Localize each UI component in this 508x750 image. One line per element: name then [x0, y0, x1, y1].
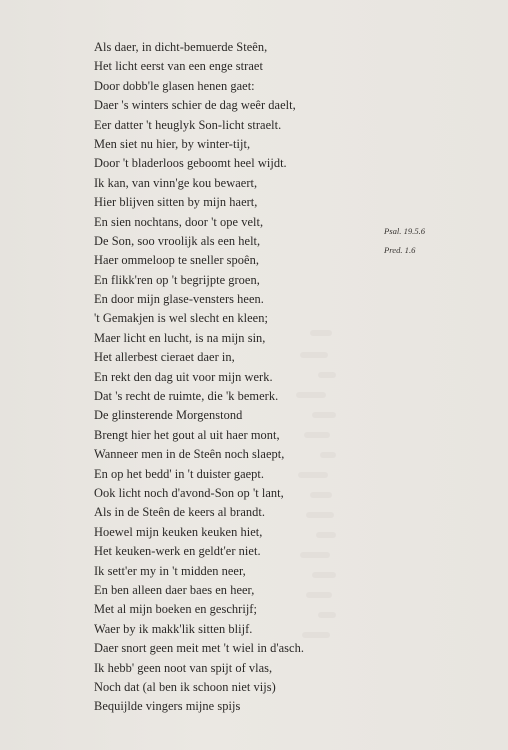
show-through-mark	[320, 452, 336, 458]
poem-line: Hier blijven sitten by mijn haert,	[94, 195, 258, 210]
show-through-mark	[300, 352, 328, 358]
poem-line: En op het bedd' in 't duister gaept.	[94, 466, 265, 481]
show-through-mark	[316, 532, 336, 538]
show-through-mark	[302, 632, 330, 638]
show-through-mark	[306, 592, 332, 598]
poem-line: Men siet nu hier, by winter-tijt,	[94, 136, 251, 151]
poem-line: Het licht eerst van een enge straet	[94, 59, 263, 74]
poem-line: Ik hebb' geen noot van spijt of vlas,	[94, 660, 273, 675]
poem-line: Met al mijn boeken en geschrijf;	[94, 602, 257, 617]
show-through-mark	[306, 512, 334, 518]
show-through-mark	[312, 412, 336, 418]
show-through-mark	[304, 432, 330, 438]
poem-line: En door mijn glase-vensters heen.	[94, 292, 264, 307]
show-through-mark	[318, 612, 336, 618]
poem-line: Dat 's recht de ruimte, die 'k bemerk.	[94, 389, 279, 404]
poem-line: Door 't bladerloos geboomt heel wijdt.	[94, 156, 287, 171]
poem-line: Hoewel mijn keuken keuken hiet,	[94, 524, 263, 539]
poem-line: Noch dat (al ben ik schoon niet vijs)	[94, 679, 276, 694]
poem-line: En sien nochtans, door 't ope velt,	[94, 214, 264, 229]
poem-line: En rekt den dag uit voor mijn werk.	[94, 369, 273, 384]
show-through-mark	[318, 372, 336, 378]
poem-line: Eer datter 't heuglyk Son-licht straelt.	[94, 117, 282, 132]
poem-line: Ik kan, van vinn'ge kou bewaert,	[94, 175, 258, 190]
poem-line: Haer ommeloop te sneller spoên,	[94, 253, 259, 268]
show-through-mark	[310, 492, 332, 498]
poem-line: De Son, soo vroolijk als een helt,	[94, 233, 261, 248]
margin-note-preacher: Pred. 1.6	[384, 245, 416, 255]
poem-line: Daer 's winters schier de dag weêr daelt,	[94, 98, 296, 113]
poem-line: Bequijlde vingers mijne spijs	[94, 699, 241, 714]
show-through-mark	[312, 572, 336, 578]
poem-line: De glinsterende Morgenstond	[94, 408, 243, 423]
poem-line: Brengt hier het gout al uit haer mont,	[94, 427, 280, 442]
show-through-mark	[310, 330, 332, 336]
poem-line: 't Gemakjen is wel slecht en kleen;	[94, 311, 268, 326]
poem-line: Waer by ik makk'lik sitten blijf.	[94, 621, 253, 636]
poem-line: Daer snort geen meit met 't wiel in d'asch.	[94, 641, 304, 656]
margin-note-psalm: Psal. 19.5.6	[384, 226, 426, 236]
poem-line: Maer licht en lucht, is na mijn sin,	[94, 330, 266, 345]
poem-line: Ook licht noch d'avond-Son op 't lant,	[94, 485, 284, 500]
poem-line: Ik sett'er my in 't midden neer,	[94, 563, 246, 578]
poem-text	[94, 38, 304, 717]
poem-line: En ben alleen daer baes en heer,	[94, 582, 255, 597]
poem-line: Het allerbest cieraet daer in,	[94, 350, 235, 365]
poem-line: Als in de Steên de keers al brandt.	[94, 505, 266, 520]
poem-line: Door dobb'le glasen henen gaet:	[94, 78, 255, 93]
poem-line: Wanneer men in de Steên noch slaept,	[94, 447, 285, 462]
poem-line: Het keuken-werk en geldt'er niet.	[94, 544, 261, 559]
poem-line: En flikk'ren op 't begrijpte groen,	[94, 272, 260, 287]
show-through-mark	[300, 552, 330, 558]
poem-line: Als daer, in dicht-bemuerde Steên,	[94, 40, 268, 54]
